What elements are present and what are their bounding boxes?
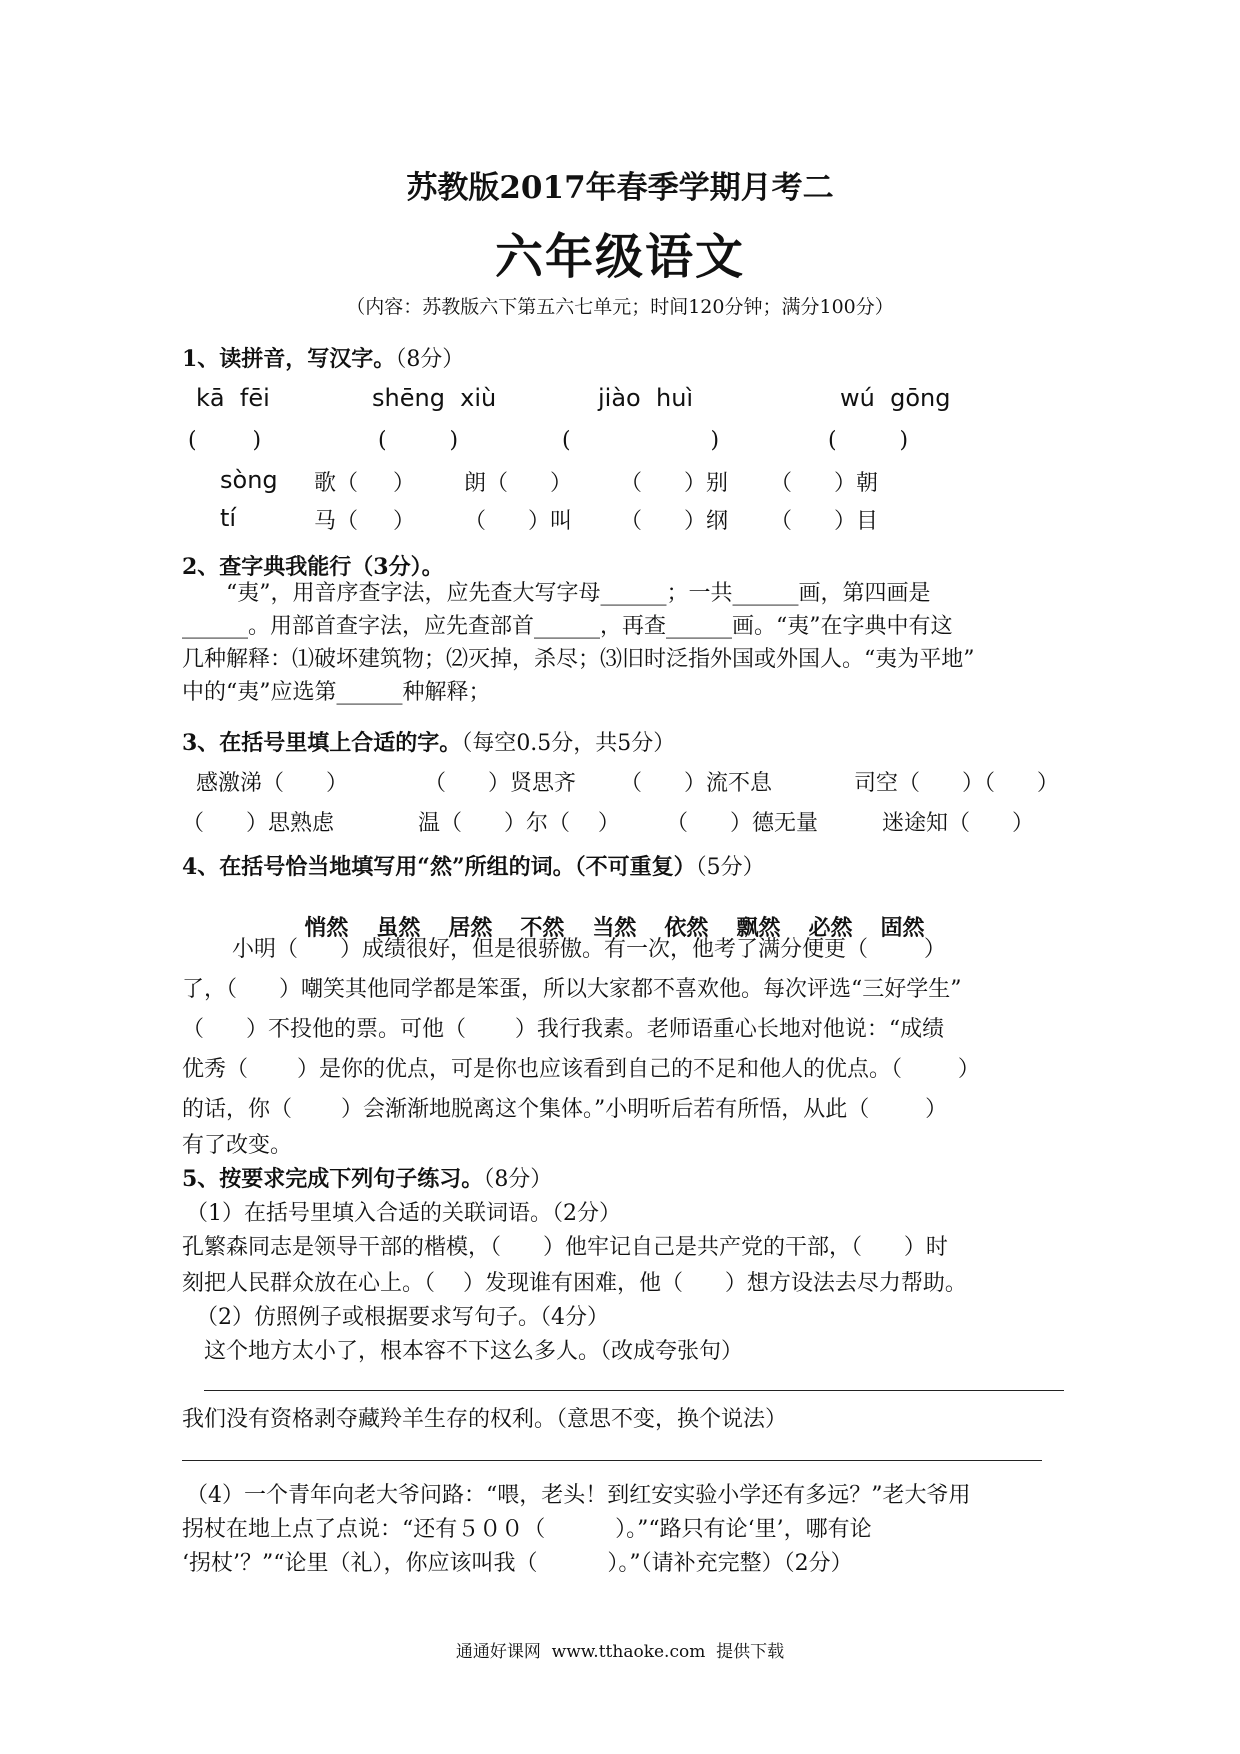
q1-row3-item-4[interactable]: （ ）目 bbox=[770, 509, 878, 534]
q4-word: 居然 bbox=[448, 915, 493, 941]
q1-row2-pinyin: sòng bbox=[220, 466, 278, 494]
q4-word: 必然 bbox=[808, 915, 853, 941]
q1-answer-bracket-1[interactable]: ( ) bbox=[188, 428, 262, 453]
q1-answer-bracket-2[interactable]: ( ) bbox=[378, 428, 459, 453]
page-footer: 通通好课网 www.tthaoke.com 提供下载 bbox=[455, 1642, 785, 1662]
q4-title: 4、在括号恰当地填写用“然”所组的词。（不可重复） bbox=[182, 854, 696, 880]
q1-row2-item-1[interactable]: 歌（ ） bbox=[314, 471, 415, 496]
q3-row2-item-4[interactable]: 迷途知（ ） bbox=[882, 811, 1034, 836]
q4-word: 依然 bbox=[664, 915, 709, 941]
q1-row2-item-4[interactable]: （ ）朝 bbox=[770, 471, 878, 496]
q4-word: 悄然 bbox=[304, 915, 349, 941]
q3-points: （每空0.5分，共5分） bbox=[461, 731, 676, 756]
q5-sub1-instruction: （1）在括号里填入合适的关联词语。（2分） bbox=[186, 1201, 621, 1226]
q1-title: 1、读拼音，写汉字。 bbox=[182, 346, 396, 372]
q3-row1-item-4[interactable]: 司空（ ）（ ） bbox=[854, 771, 1059, 796]
q4-points: （5分） bbox=[695, 855, 765, 880]
q5-title: 5、按要求完成下列句子练习。 bbox=[182, 1166, 484, 1192]
q1-row2-item-3[interactable]: （ ）别 bbox=[620, 471, 728, 496]
q2-heading: 2、查字典我能行（3分）。 bbox=[182, 554, 444, 580]
exam-title: 六年级语文 bbox=[494, 229, 745, 285]
q4-word: 不然 bbox=[520, 915, 565, 941]
q5-sub4-line-2: 拐杖在地上点了点说：“还有５００（ ）。”“路只有论‘里’，哪有论 bbox=[182, 1517, 872, 1542]
q5-sub1-line-1: 孔繁森同志是领导干部的楷模，（ ）他牢记自己是共产党的干部，（ ）时 bbox=[182, 1235, 948, 1260]
q3-heading bbox=[182, 726, 675, 757]
q4-word: 飘然 bbox=[736, 915, 781, 941]
q3-row1-item-2[interactable]: （ ）贤思齐 bbox=[424, 771, 576, 796]
q1-row3-item-2[interactable]: （ ）叫 bbox=[464, 509, 572, 534]
q1-pinyin-2: shēng xiù bbox=[372, 384, 497, 412]
q5-sub1-line-2: 刻把人民群众放在心上。（ ）发现谁有困难，他（ ）想方设法去尽力帮助。 bbox=[182, 1271, 967, 1296]
q1-pinyin-4: wú gōng bbox=[840, 384, 951, 412]
q1-pinyin-3: jiào huì bbox=[598, 384, 694, 412]
q5-sentence-b: 我们没有资格剥夺藏羚羊生存的权利。（意思不变，换个说法） bbox=[182, 1407, 788, 1432]
q3-title: 3、在括号里填上合适的字。 bbox=[182, 730, 462, 756]
q4-word: 虽然 bbox=[376, 915, 421, 941]
q2-line-2: ______。用部首查字法，应先查部首______，再查______画。“夷”在字典中有这 bbox=[182, 614, 953, 639]
q3-row2-item-2[interactable]: 温（ ）尔（ ） bbox=[418, 811, 620, 836]
q3-row2-item-3[interactable]: （ ）德无量 bbox=[666, 811, 818, 836]
q4-passage-line-5: 的话，你（ ）会渐渐地脱离这个集体。”小明听后若有所悟，从此（ ） bbox=[182, 1097, 948, 1122]
q4-heading bbox=[182, 850, 765, 881]
q1-row2-item-2[interactable]: 朗（ ） bbox=[464, 471, 572, 496]
q1-row3-item-1[interactable]: 马（ ） bbox=[314, 509, 415, 534]
q2-line-3: 几种解释：⑴破坏建筑物；⑵灭掉，杀尽；⑶旧时泛指外国或外国人。“夷为平地” bbox=[182, 647, 975, 672]
q1-points: （8分） bbox=[395, 347, 465, 372]
q4-passage-line-4: 优秀（ ）是你的优点，可是你也应该看到自己的不足和他人的优点。（ ） bbox=[182, 1057, 980, 1082]
q4-passage-line-3: （ ）不投他的票。可他（ ）我行我素。老师语重心长地对他说：“成绩 bbox=[182, 1017, 945, 1042]
q4-word: 当然 bbox=[592, 915, 637, 941]
q1-answer-bracket-4[interactable]: ( ) bbox=[828, 428, 909, 453]
q5-sentence-a: 这个地方太小了，根本容不下这么多人。（改成夸张句） bbox=[204, 1339, 744, 1364]
q3-row1-item-3[interactable]: （ ）流不息 bbox=[620, 771, 772, 796]
q2-line-4: 中的“夷”应选第______种解释； bbox=[182, 680, 491, 705]
exam-subtitle: 苏教版2017年春季学期月考二 bbox=[406, 170, 834, 206]
q3-row2-item-1[interactable]: （ ）思熟虑 bbox=[182, 811, 334, 836]
q4-passage-line-6: 有了改变。 bbox=[182, 1133, 293, 1158]
exam-meta: （内容：苏教版六下第五六七单元；时间120分钟；满分100分） bbox=[346, 296, 894, 318]
q3-row1-item-1[interactable]: 感激涕（ ） bbox=[196, 771, 348, 796]
q5-sub4-line-3: ‘拐杖’？”“论里（礼），你应该叫我（ ）。”（请补充完整）（2分） bbox=[182, 1551, 853, 1576]
q1-row3-item-3[interactable]: （ ）纲 bbox=[620, 509, 728, 534]
q5-points: （8分） bbox=[483, 1167, 553, 1192]
q1-heading bbox=[182, 342, 464, 373]
answer-line-b[interactable] bbox=[182, 1460, 1042, 1461]
q5-sub2-instruction: （2）仿照例子或根据要求写句子。（4分） bbox=[196, 1305, 609, 1330]
q1-row3-pinyin: tí bbox=[220, 504, 237, 532]
q4-passage-line-1: 小明（ ）成绩很好，但是很骄傲。有一次，他考了满分便更（ ） bbox=[232, 937, 946, 962]
q4-word: 固然 bbox=[880, 915, 925, 941]
q2-line-1: “夷”，用音序查字法，应先查大写字母______；一共______画，第四画是 bbox=[226, 581, 931, 606]
q4-passage-line-2: 了，（ ）嘲笑其他同学都是笨蛋，所以大家都不喜欢他。每次评选“三好学生” bbox=[182, 977, 962, 1002]
answer-line-a[interactable] bbox=[204, 1390, 1064, 1391]
q5-sub4-line-1: （4）一个青年向老大爷问路：“喂，老头！到红安实验小学还有多远？”老大爷用 bbox=[186, 1483, 971, 1508]
q5-heading bbox=[182, 1162, 552, 1193]
q1-answer-bracket-3[interactable]: ( ) bbox=[562, 428, 720, 453]
q1-pinyin-1: kā fēi bbox=[196, 384, 270, 412]
